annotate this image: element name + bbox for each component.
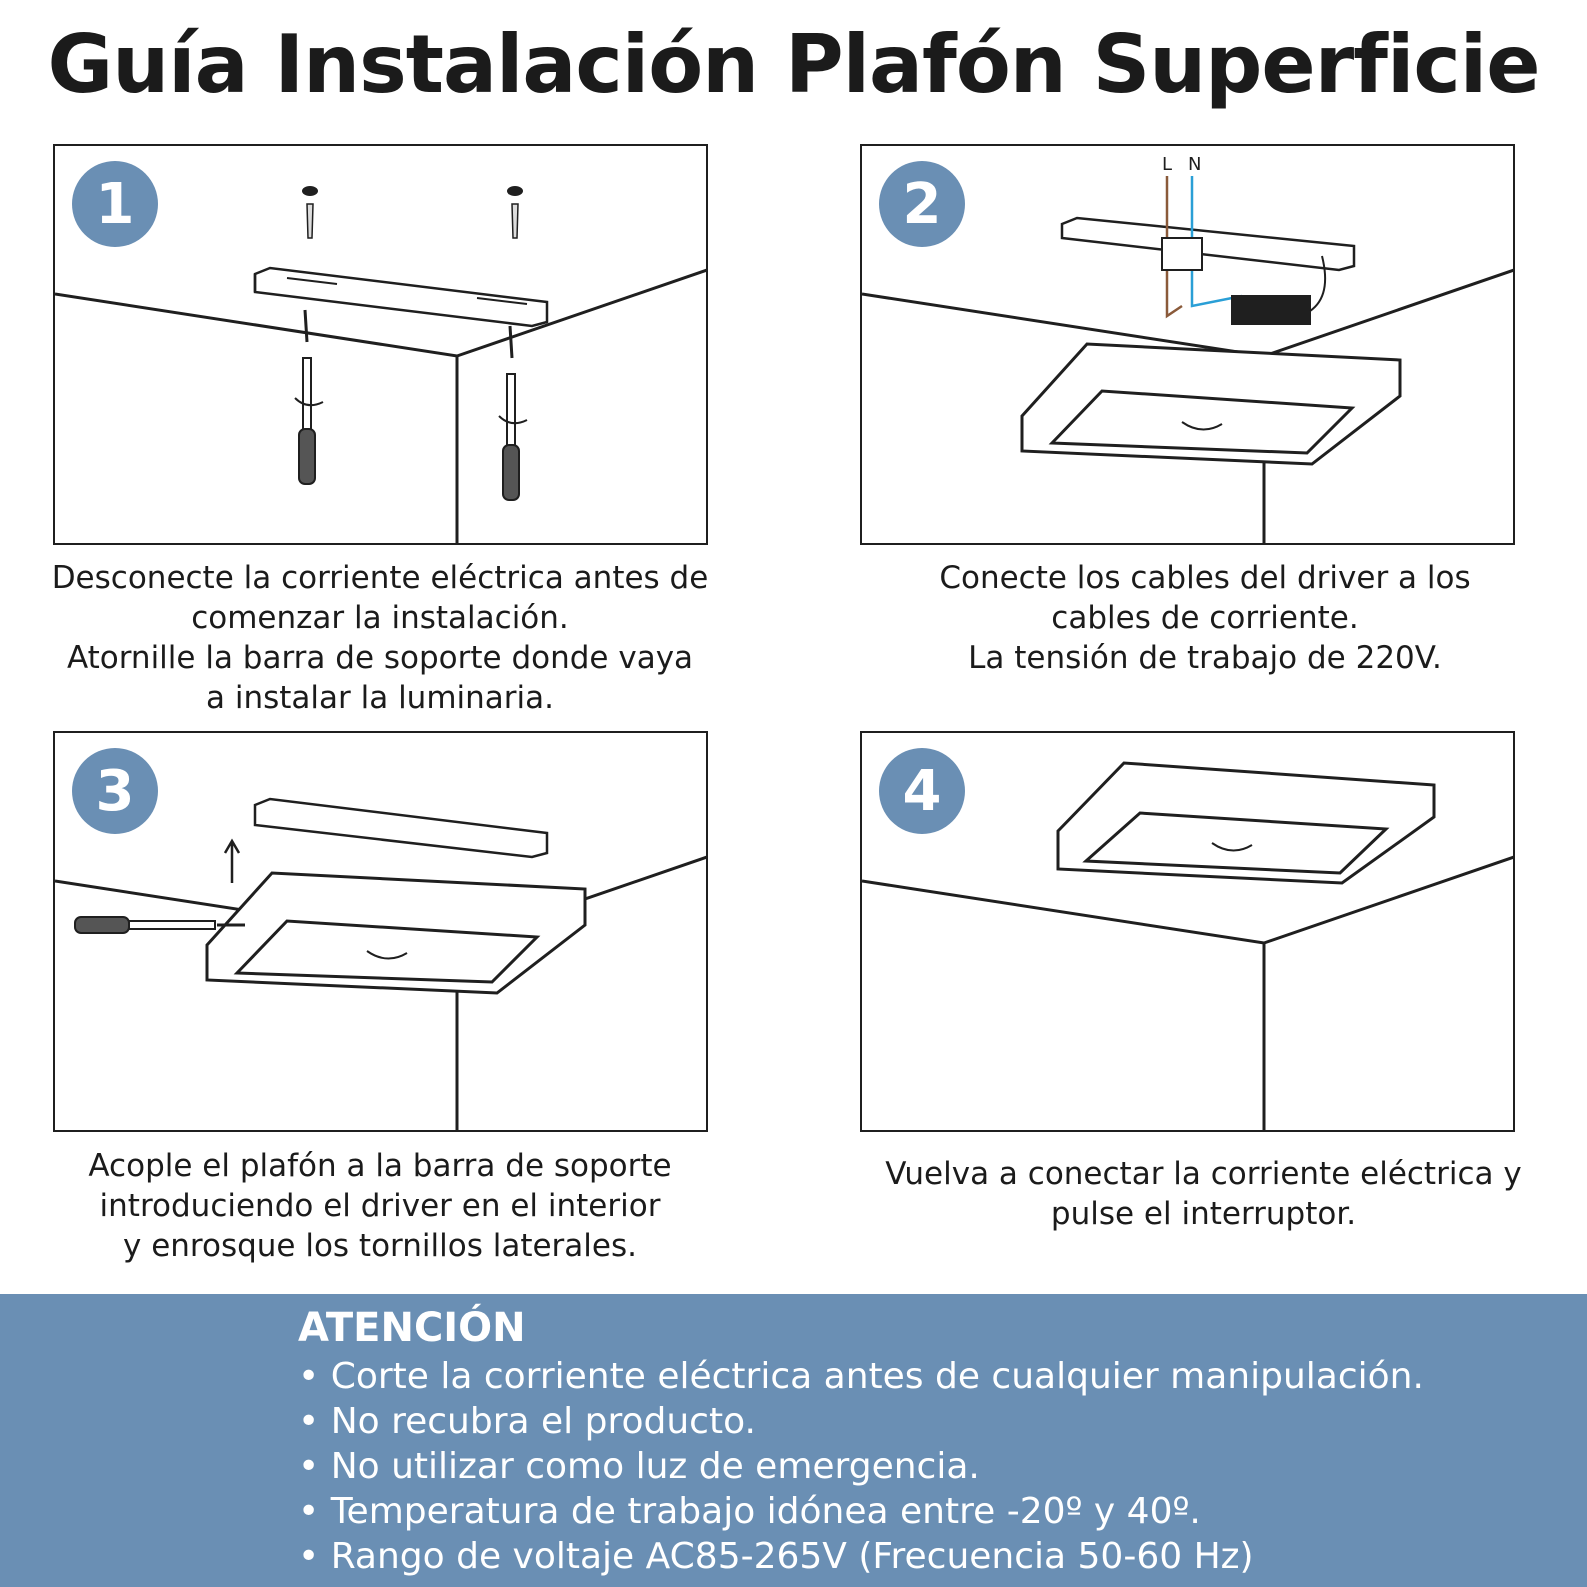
step-1-caption-line: a instalar la luminaria. bbox=[205, 680, 554, 716]
wire-label-l: L bbox=[1162, 154, 1173, 175]
step-1-caption bbox=[0, 558, 760, 718]
wire-label-n: N bbox=[1188, 154, 1202, 175]
step-4-illustration bbox=[860, 731, 1515, 1132]
step-4-caption bbox=[820, 1154, 1587, 1234]
step-3-caption-line: Acople el plafón a la barra de soporte bbox=[88, 1148, 672, 1184]
step-1-caption-line: Desconecte la corriente eléctrica antes de bbox=[51, 560, 709, 596]
step-3-caption bbox=[0, 1146, 760, 1266]
step-1-illustration bbox=[53, 144, 708, 545]
attention-item: • Temperatura de trabajo idónea entre -20º y 40º. bbox=[298, 1489, 1424, 1534]
step-3-illustration bbox=[53, 731, 708, 1132]
attention-content bbox=[298, 1304, 1424, 1579]
step-1-badge: 1 bbox=[72, 161, 158, 247]
step-2-caption-line: Conecte los cables del driver a los bbox=[939, 560, 1471, 596]
attention-item: • No recubra el producto. bbox=[298, 1399, 1424, 1444]
step-3-badge: 3 bbox=[72, 748, 158, 834]
attention-item: • Rango de voltaje AC85-265V (Frecuencia 50-60 Hz) bbox=[298, 1534, 1424, 1579]
attention-title: ATENCIÓN bbox=[298, 1305, 526, 1351]
step-3-caption-line: y enrosque los tornillos laterales. bbox=[123, 1228, 637, 1264]
step-4-caption-line: pulse el interruptor. bbox=[1050, 1196, 1357, 1232]
step-2-caption-line: cables de corriente. bbox=[1051, 600, 1359, 636]
step-2-badge: 2 bbox=[879, 161, 965, 247]
step-4-caption-line: Vuelva a conectar la corriente eléctrica y bbox=[885, 1156, 1522, 1192]
step-3-caption-line: introduciendo el driver en el interior bbox=[99, 1188, 661, 1224]
attention-list bbox=[298, 1354, 1424, 1579]
step-4-badge: 4 bbox=[879, 748, 965, 834]
step-1-caption-line: comenzar la instalación. bbox=[191, 600, 569, 636]
attention-banner bbox=[0, 1294, 1587, 1587]
step-1-caption-line: Atornille la barra de soporte donde vaya bbox=[66, 640, 694, 676]
step-2-illustration bbox=[860, 144, 1515, 545]
step-2-caption bbox=[840, 558, 1570, 678]
step-2-caption-line: La tensión de trabajo de 220V. bbox=[968, 640, 1442, 676]
attention-item: • No utilizar como luz de emergencia. bbox=[298, 1444, 1424, 1489]
attention-item: • Corte la corriente eléctrica antes de cualquier manipulación. bbox=[298, 1354, 1424, 1399]
page-title: Guía Instalación Plafón Superficie bbox=[47, 18, 1540, 111]
